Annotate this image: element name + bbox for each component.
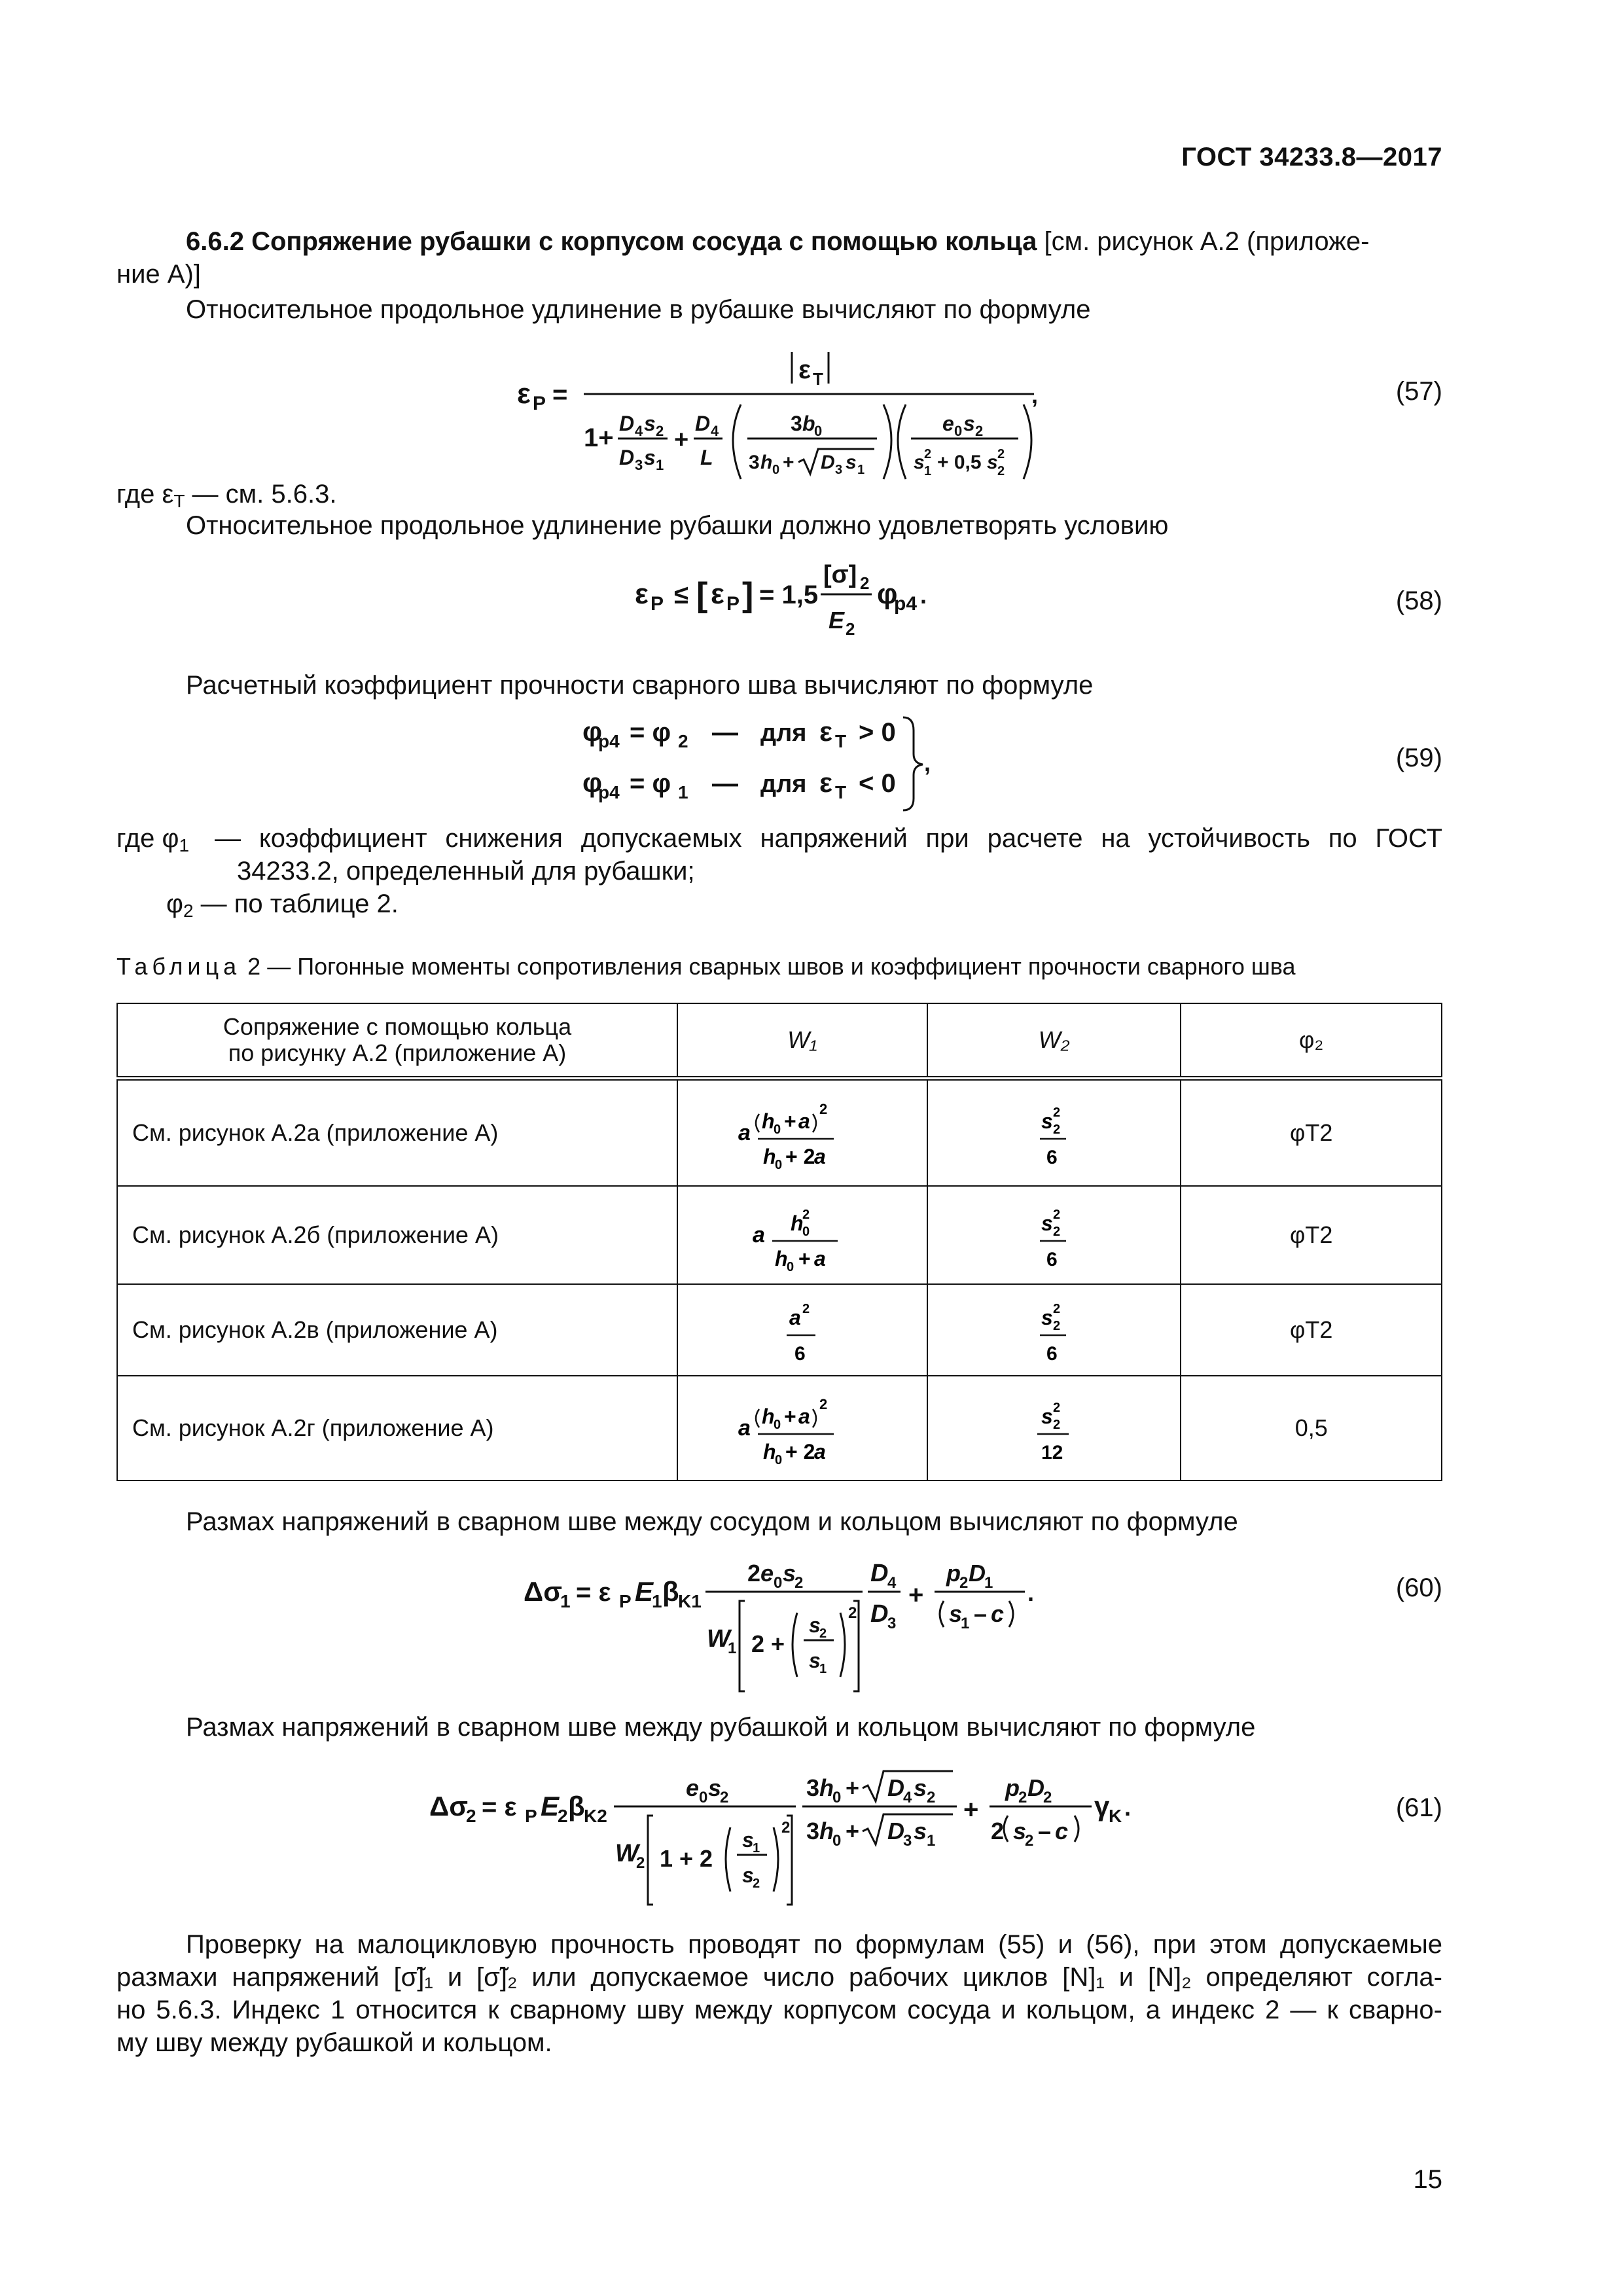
svg-text:2: 2 <box>678 731 688 751</box>
svg-text:0: 0 <box>774 1574 783 1592</box>
svg-text:+: + <box>798 1246 811 1270</box>
svg-text:0: 0 <box>699 1789 708 1806</box>
svg-text:p4: p4 <box>598 782 620 802</box>
table-cell-phi: φT2 <box>1181 1186 1442 1284</box>
svg-text:s: s <box>708 1774 722 1801</box>
formula-w1-c <box>776 1291 829 1369</box>
svg-text:2: 2 <box>1025 1832 1034 1850</box>
paragraph-eq58-intro: Относительное продольное удлинение рубашки должно удовлетворять условию <box>186 511 1169 540</box>
table-cell-label: См. рисунок А.2а (приложение А) <box>117 1079 677 1186</box>
svg-text:3: 3 <box>635 457 643 473</box>
svg-text:= ε: = ε <box>576 1578 611 1607</box>
svg-text:1: 1 <box>652 1591 662 1611</box>
svg-text:ε: ε <box>711 578 724 610</box>
svg-text:P: P <box>651 593 664 615</box>
svg-text:0: 0 <box>786 1259 794 1274</box>
where-phi1-cont: 34233.2, определенный для рубашки; <box>237 857 695 886</box>
svg-text:1: 1 <box>924 464 932 478</box>
svg-text:2: 2 <box>753 1876 760 1891</box>
page-number: 15 <box>1413 2165 1442 2194</box>
svg-text:T: T <box>813 369 823 389</box>
svg-text:2: 2 <box>997 447 1005 461</box>
table-header-connection <box>117 1003 677 1079</box>
svg-text:=: = <box>552 380 568 409</box>
svg-text:p: p <box>946 1560 961 1587</box>
svg-text:s: s <box>1041 1404 1053 1428</box>
svg-text:.: . <box>1027 1579 1035 1606</box>
svg-text:–: – <box>974 1600 988 1627</box>
svg-text:0: 0 <box>802 1224 810 1239</box>
table-cell-phi: 0,5 <box>1181 1376 1442 1480</box>
svg-text:+: + <box>963 1795 979 1824</box>
svg-text:= φ: = φ <box>630 769 671 798</box>
svg-text:2: 2 <box>1052 1122 1060 1137</box>
table-cell-w1 <box>677 1284 927 1376</box>
equation-number-59: (59) <box>1395 744 1442 772</box>
svg-text:+: + <box>783 452 794 473</box>
svg-text:[: [ <box>696 576 708 614</box>
svg-text:1: 1 <box>857 463 865 477</box>
svg-text:2: 2 <box>1052 1224 1060 1239</box>
svg-text:2: 2 <box>819 1395 828 1412</box>
svg-text:2: 2 <box>1043 1789 1052 1806</box>
svg-text:0: 0 <box>832 1789 842 1806</box>
svg-text:0: 0 <box>774 1157 783 1172</box>
svg-text:a: a <box>789 1305 801 1329</box>
svg-text:Δσ: Δσ <box>429 1791 468 1821</box>
table-cell-w1 <box>677 1186 927 1284</box>
svg-text:+ 0,5: + 0,5 <box>937 452 982 473</box>
table-cell-w2 <box>927 1284 1181 1376</box>
svg-text:[σ]: [σ] <box>823 561 857 588</box>
svg-text:W: W <box>615 1840 639 1867</box>
svg-text:3: 3 <box>887 1615 897 1632</box>
svg-text:< 0: < 0 <box>859 769 896 798</box>
svg-text:2: 2 <box>636 1854 645 1872</box>
svg-text:2: 2 <box>1052 1207 1060 1222</box>
formula-59 <box>576 708 969 819</box>
table-cell-phi: φT2 <box>1181 1284 1442 1376</box>
svg-text:h: h <box>790 1211 804 1235</box>
paragraph-eq59-intro: Расчетный коэффициент прочности сварного шва вычисляют по формуле <box>186 671 1094 700</box>
svg-text:E: E <box>541 1791 560 1821</box>
svg-text:a: a <box>752 1222 765 1247</box>
formula-w2-b <box>1028 1193 1080 1278</box>
svg-text:= ε: = ε <box>482 1793 517 1821</box>
svg-text:2: 2 <box>747 1560 761 1587</box>
svg-text:s: s <box>783 1560 796 1587</box>
svg-text:β: β <box>662 1576 679 1607</box>
svg-text:s: s <box>846 452 857 473</box>
svg-text:e: e <box>760 1560 774 1587</box>
svg-text:+: + <box>674 426 689 454</box>
svg-text:D: D <box>1027 1774 1044 1801</box>
svg-text:T: T <box>835 731 847 751</box>
svg-text:2: 2 <box>794 1574 804 1592</box>
svg-text:2: 2 <box>802 1207 810 1222</box>
svg-text:D: D <box>887 1818 904 1844</box>
svg-text:4: 4 <box>903 1789 912 1806</box>
svg-text:0: 0 <box>954 423 963 439</box>
svg-text:s: s <box>1013 1818 1027 1844</box>
svg-text:a: a <box>813 1246 826 1270</box>
svg-text:6: 6 <box>1046 1248 1058 1270</box>
table-cell-label: См. рисунок А.2б (приложение А) <box>117 1186 677 1284</box>
where-phi2-sub: 2 <box>183 901 194 921</box>
svg-text:K2: K2 <box>584 1806 607 1826</box>
svg-text:4: 4 <box>635 423 643 439</box>
svg-text:s: s <box>1041 1211 1053 1235</box>
svg-text:e: e <box>942 412 954 435</box>
svg-text:h: h <box>760 452 773 473</box>
equation-number-60: (60) <box>1395 1573 1442 1602</box>
svg-text:4: 4 <box>711 423 719 439</box>
svg-text:12: 12 <box>1041 1441 1063 1463</box>
svg-text:D: D <box>870 1560 889 1587</box>
svg-text:,: , <box>924 749 931 776</box>
svg-text:β: β <box>568 1791 585 1821</box>
formula-w2-c <box>1028 1291 1080 1369</box>
document-id-header: ГОСТ 34233.8—2017 <box>1181 143 1442 171</box>
table-header-connection-l2: по рисунку А.2 (приложение А) <box>228 1039 567 1066</box>
svg-text:W: W <box>707 1625 730 1653</box>
svg-text:h: h <box>761 1404 775 1428</box>
svg-text:0: 0 <box>774 1452 783 1467</box>
svg-text:K1: K1 <box>678 1591 702 1611</box>
where-phi2-sym: φ <box>166 889 183 918</box>
svg-text:E: E <box>635 1576 654 1607</box>
svg-text:φ: φ <box>582 767 603 798</box>
svg-text:3: 3 <box>806 1774 820 1801</box>
svg-text:D: D <box>870 1600 889 1628</box>
where-phi2 <box>166 888 399 927</box>
svg-text:P: P <box>619 1591 632 1611</box>
paragraph-eq60-intro: Размах напряжений в сварном шве между сосудом и кольцом вычисляют по формуле <box>186 1507 1238 1536</box>
svg-text:a: a <box>813 1439 826 1463</box>
svg-text:γ: γ <box>1094 1791 1110 1821</box>
table-header-phi2: φ₂ <box>1181 1003 1442 1079</box>
svg-text:= φ: = φ <box>630 718 671 747</box>
table-row <box>117 1186 1442 1284</box>
table-caption-text: 2 — Погонные моменты сопротивления сварных швов и коэффициент прочности сварного шва <box>247 953 1296 980</box>
svg-text:2: 2 <box>1052 1417 1060 1432</box>
formula-61 <box>429 1762 1149 1919</box>
svg-text:2: 2 <box>656 423 664 439</box>
where-phi1-sym-text: где φ <box>116 824 179 853</box>
svg-text:D: D <box>969 1560 986 1587</box>
svg-text:—: — <box>712 718 738 747</box>
svg-text:2: 2 <box>975 423 984 439</box>
svg-text:D: D <box>887 1774 904 1801</box>
svg-text:для: для <box>760 770 807 798</box>
svg-text:> 0: > 0 <box>859 718 896 747</box>
table-header-row <box>117 1003 1442 1079</box>
svg-text:1: 1 <box>961 1615 970 1632</box>
table-cell-phi: φT2 <box>1181 1079 1442 1186</box>
svg-text:2: 2 <box>846 619 855 639</box>
svg-text:2 +: 2 + <box>751 1630 785 1657</box>
svg-text:1+: 1+ <box>584 423 614 452</box>
svg-text:6: 6 <box>1046 1146 1058 1168</box>
svg-text:+: + <box>783 1109 796 1133</box>
where-eq57-sym: где ε <box>116 480 174 509</box>
svg-text:ε: ε <box>819 767 832 798</box>
svg-text:h: h <box>819 1774 834 1801</box>
svg-text:для: для <box>760 719 807 747</box>
svg-text:6: 6 <box>1046 1342 1058 1365</box>
svg-text:2: 2 <box>819 1100 828 1117</box>
where-eq57-text: — см. 5.6.3. <box>185 480 337 509</box>
section-title: 6.6.2 Сопряжение рубашки с корпусом сосуда с помощью кольца <box>186 227 1037 256</box>
svg-text:3: 3 <box>806 1818 820 1844</box>
formula-w1-a <box>737 1090 868 1175</box>
section-heading <box>116 225 1442 258</box>
svg-text:2: 2 <box>1052 1400 1060 1415</box>
svg-text:0: 0 <box>773 1122 781 1137</box>
formula-w1-b <box>750 1193 855 1278</box>
table-cell-label: См. рисунок А.2в (приложение А) <box>117 1284 677 1376</box>
where-eq57-sub: T <box>173 491 185 511</box>
svg-text:1 + 2: 1 + 2 <box>660 1845 713 1872</box>
svg-text:s: s <box>987 452 998 473</box>
table-caption-label: Таблица <box>116 953 241 980</box>
svg-text:s: s <box>809 1613 821 1637</box>
svg-text:2: 2 <box>1052 1301 1060 1316</box>
svg-text:s: s <box>914 1818 927 1844</box>
svg-text:1: 1 <box>984 1574 993 1592</box>
svg-text:1: 1 <box>753 1841 760 1856</box>
svg-text:2: 2 <box>991 1818 1005 1844</box>
table-header-connection-l1: Сопряжение с помощью кольца <box>223 1013 572 1040</box>
svg-text:s: s <box>644 446 656 469</box>
svg-text:E: E <box>829 607 845 634</box>
final-paragraph-line-1: Проверку на малоцикловую прочность проводят по формулам (55) и (56), при этом допускаемые <box>186 1930 1442 1959</box>
table-cell-w2 <box>927 1186 1181 1284</box>
svg-text:1: 1 <box>560 1591 571 1611</box>
table-caption <box>116 950 1296 983</box>
svg-text:ε: ε <box>517 378 531 410</box>
svg-text:3: 3 <box>749 452 760 473</box>
svg-text:P: P <box>525 1806 537 1826</box>
svg-text:2: 2 <box>1018 1789 1027 1806</box>
svg-text:2: 2 <box>466 1806 476 1826</box>
table-header-w1: W₁ <box>677 1003 927 1079</box>
svg-text:2: 2 <box>927 1789 936 1806</box>
formula-w1-d <box>737 1386 868 1471</box>
final-paragraph-line-3: но 5.6.3. Индекс 1 относится к сварному шву между корпусом сосуда и кольцом, а индекс 2 — к сварно- <box>116 1996 1442 2024</box>
svg-text:K: K <box>1109 1806 1122 1826</box>
svg-text:ε: ε <box>798 355 811 384</box>
svg-text:T: T <box>835 782 847 802</box>
svg-text:6: 6 <box>794 1342 806 1365</box>
svg-text:+ 2: + 2 <box>785 1439 815 1463</box>
table-cell-w1 <box>677 1079 927 1186</box>
svg-text:φ: φ <box>877 578 898 610</box>
svg-text:= 1,5: = 1,5 <box>759 581 819 609</box>
svg-text:ε: ε <box>635 578 649 610</box>
table-2 <box>116 1003 1442 1481</box>
svg-text:a: a <box>798 1404 810 1428</box>
svg-text:.: . <box>920 582 927 609</box>
svg-text:e: e <box>686 1774 700 1801</box>
svg-text:h: h <box>762 1144 776 1168</box>
table-header-w2: W₂ <box>927 1003 1181 1079</box>
where-phi1-sub: 1 <box>179 835 190 855</box>
svg-text:2: 2 <box>781 1819 791 1837</box>
svg-text:c: c <box>1055 1818 1069 1844</box>
svg-text:≤: ≤ <box>674 581 688 609</box>
svg-text:.: . <box>1124 1794 1132 1821</box>
svg-text:]: ] <box>742 576 754 614</box>
svg-text:0: 0 <box>773 1417 781 1432</box>
table-cell-w2 <box>927 1079 1181 1186</box>
svg-text:Δσ: Δσ <box>524 1576 562 1607</box>
svg-text:—: — <box>712 769 738 798</box>
svg-text:2: 2 <box>819 1626 827 1641</box>
svg-text:D: D <box>821 452 835 473</box>
svg-text:a: a <box>738 1120 751 1145</box>
equation-number-61: (61) <box>1395 1793 1442 1822</box>
svg-text:a: a <box>738 1415 751 1441</box>
svg-text:ε: ε <box>819 716 832 747</box>
svg-text:h: h <box>819 1818 834 1844</box>
svg-text:1: 1 <box>656 457 664 473</box>
svg-text:s: s <box>644 412 656 435</box>
where-phi1-text: — коэффициент снижения допускаемых напряжений при расчете на устойчивость по ГОСТ <box>215 824 1442 853</box>
paragraph-eq61-intro: Размах напряжений в сварном шве между рубашкой и кольцом вычисляют по формуле <box>186 1713 1256 1742</box>
svg-text:+ 2: + 2 <box>785 1144 815 1168</box>
formula-60 <box>524 1549 1047 1706</box>
svg-text:–: – <box>1038 1818 1052 1844</box>
svg-text:P: P <box>726 593 740 615</box>
svg-text:L: L <box>700 446 713 469</box>
svg-text:1: 1 <box>678 782 688 802</box>
svg-text:s: s <box>914 452 925 473</box>
svg-text:a: a <box>798 1109 810 1133</box>
svg-text:2: 2 <box>802 1301 810 1316</box>
where-phi2-text: — по таблице 2. <box>193 889 399 918</box>
svg-text:0: 0 <box>772 463 780 477</box>
svg-text:,: , <box>1031 382 1039 408</box>
svg-text:1: 1 <box>819 1662 827 1676</box>
svg-text:D: D <box>695 412 711 435</box>
svg-text:p: p <box>1005 1774 1020 1801</box>
svg-text:s: s <box>914 1774 927 1801</box>
svg-text:3: 3 <box>791 412 802 435</box>
svg-text:2: 2 <box>959 1574 969 1592</box>
svg-text:2: 2 <box>1052 1318 1060 1333</box>
svg-text:D: D <box>619 412 635 435</box>
svg-text:P: P <box>533 393 546 414</box>
svg-text:s: s <box>949 1600 963 1627</box>
svg-text:φ: φ <box>582 716 603 747</box>
svg-text:a: a <box>813 1144 826 1168</box>
svg-text:s: s <box>1041 1109 1053 1133</box>
svg-text:1: 1 <box>927 1832 936 1850</box>
where-phi1-sym <box>116 822 189 862</box>
formula-58 <box>628 560 929 658</box>
svg-text:2: 2 <box>924 447 932 461</box>
table-row <box>117 1079 1442 1186</box>
svg-text:3: 3 <box>835 463 843 477</box>
svg-text:2: 2 <box>720 1789 729 1806</box>
svg-text:2: 2 <box>558 1806 568 1826</box>
svg-text:s: s <box>742 1828 754 1852</box>
final-paragraph-line-2: размахи напряжений [σ̃]₁ и [σ̃]₂ или допускаемое число рабочих циклов [N]₁ и [N]₂ определяют согла- <box>116 1963 1442 1992</box>
svg-text:h: h <box>774 1246 788 1270</box>
svg-text:3: 3 <box>903 1832 912 1850</box>
svg-text:4: 4 <box>887 1574 897 1592</box>
svg-text:h: h <box>761 1109 775 1133</box>
svg-text:2: 2 <box>1052 1105 1060 1120</box>
final-paragraph-line-4: му шву между рубашкой и кольцом. <box>116 2028 552 2057</box>
svg-text:0: 0 <box>814 423 823 439</box>
table-cell-w2 <box>927 1376 1181 1480</box>
table-row <box>117 1376 1442 1480</box>
svg-text:2: 2 <box>860 573 870 593</box>
svg-text:+: + <box>783 1404 796 1428</box>
formula-w2-a <box>1028 1090 1080 1175</box>
equation-number-57: (57) <box>1395 377 1442 406</box>
svg-text:h: h <box>762 1439 776 1463</box>
equation-number-58: (58) <box>1395 586 1442 615</box>
svg-text:D: D <box>619 446 635 469</box>
svg-text:p4: p4 <box>894 593 918 615</box>
svg-text:s: s <box>742 1863 754 1887</box>
section-ref-cont: ние А)] <box>116 260 201 289</box>
svg-text:+: + <box>846 1818 860 1844</box>
svg-text:+: + <box>846 1774 860 1801</box>
svg-text:1: 1 <box>728 1640 737 1657</box>
svg-text:s: s <box>809 1649 821 1672</box>
svg-text:p4: p4 <box>598 731 620 751</box>
svg-text:s: s <box>963 412 975 435</box>
table-cell-label: См. рисунок А.2г (приложение А) <box>117 1376 677 1480</box>
formula-57 <box>510 340 1047 497</box>
svg-text:b: b <box>802 412 815 435</box>
svg-text:+: + <box>908 1581 924 1609</box>
svg-text:2: 2 <box>848 1604 857 1622</box>
table-cell-w1 <box>677 1376 927 1480</box>
formula-w2-d <box>1028 1386 1080 1471</box>
paragraph-eq57-intro: Относительное продольное удлинение в рубашке вычисляют по формуле <box>186 295 1091 324</box>
svg-text:0: 0 <box>832 1832 842 1850</box>
section-ref: [см. рисунок А.2 (приложе- <box>1044 227 1370 256</box>
svg-text:c: c <box>991 1600 1005 1627</box>
svg-text:2: 2 <box>997 464 1005 478</box>
svg-text:s: s <box>1041 1305 1053 1329</box>
table-row <box>117 1284 1442 1376</box>
